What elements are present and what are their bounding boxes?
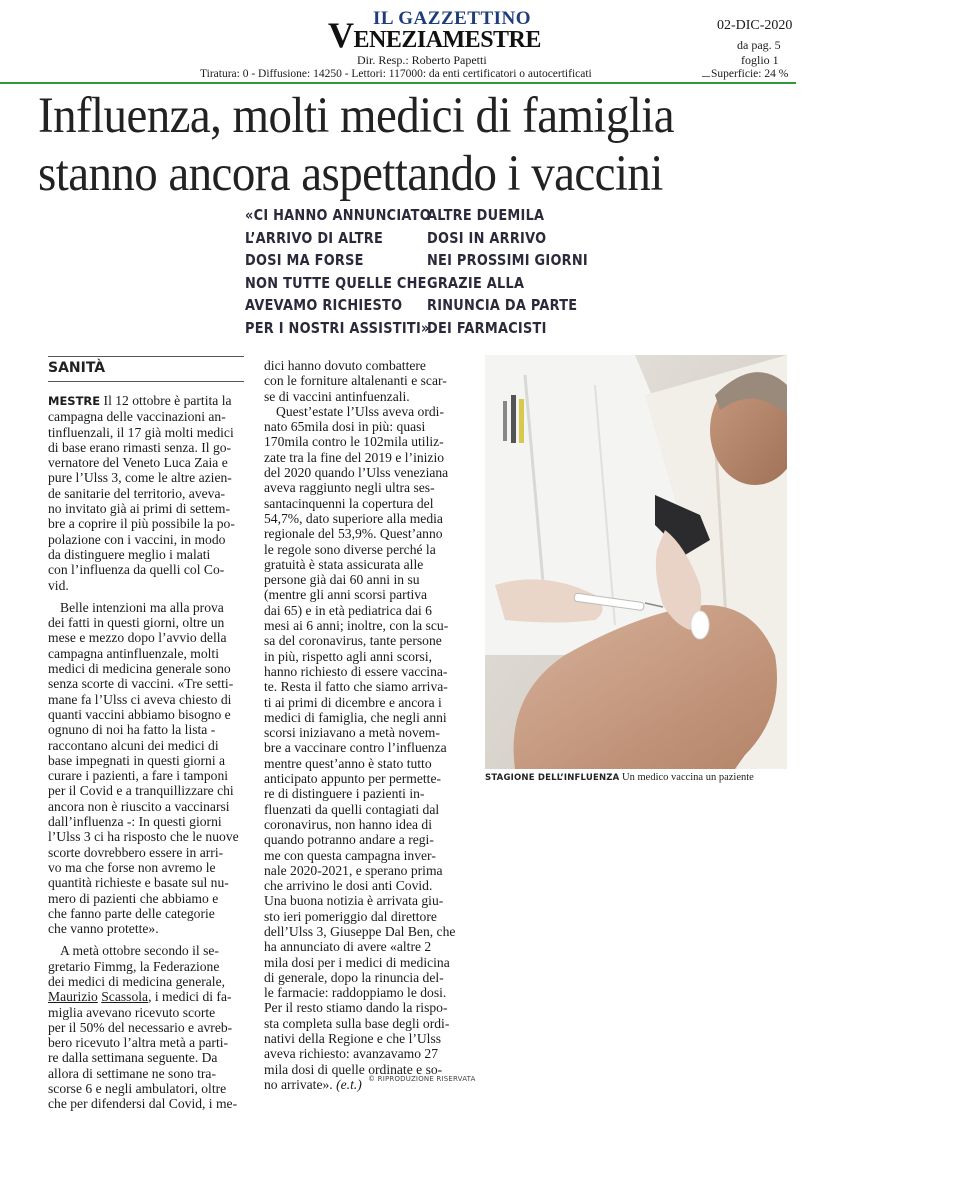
body-line: bre a vaccinare contro l’influenza <box>264 740 447 756</box>
copyright-notice: © RIPRODUZIONE RISERVATA <box>368 1075 476 1083</box>
body-line: con l’influenza da quelli col Co- <box>48 562 225 578</box>
body-line: l’Ulss 3 ci ha risposto che le nuove <box>48 829 239 845</box>
body-line: Belle intenzioni ma alla prova <box>60 599 224 615</box>
body-line: quanti vaccini abbiamo bisogno e <box>48 706 231 722</box>
body-line: in più, rispetto agli anni scorsi, <box>264 648 433 664</box>
body-line: bre a coprire il più possibile la po- <box>48 516 235 532</box>
kicker-line: NEI PROSSIMI GIORNI <box>427 251 588 269</box>
body-line: senza scorte di vaccini. «Tre setti- <box>48 676 234 692</box>
body-line: quantità richieste e basate sul nu- <box>48 875 229 891</box>
body-line: bero ricevuto l’altra metà a parti- <box>48 1035 229 1051</box>
body-line: vid. <box>48 577 69 593</box>
body-line: miglia avevano ricevuto scorte <box>48 1004 216 1020</box>
headline-line-2: stanno ancora aspettando i vaccini <box>38 146 663 202</box>
body-line: campagna delle vaccinazioni an- <box>48 409 226 425</box>
body-line: regionale del 53,9%. Quest’anno <box>264 526 443 542</box>
section-rule-top <box>48 356 244 357</box>
body-line: vo ma che forse non avremo le <box>48 859 216 875</box>
body-line: che fanno parte delle categorie <box>48 905 215 921</box>
body-line: dai 65) e in età pediatrica dai 6 <box>264 602 432 618</box>
body-text: , i medici di fa- <box>148 989 232 1005</box>
body-line: anticipato appunto per permette- <box>264 771 442 787</box>
body-line: pure l’Ulss 3, come le altre azien- <box>48 470 232 486</box>
body-line: ti ai primi di dicembre e ancora i <box>264 694 442 710</box>
body-line: tinfluenzali, il 17 già molti medici <box>48 424 234 440</box>
body-line: di generale, dopo la rinuncia del- <box>264 969 444 985</box>
body-line: Per il resto stiamo dando la rispo- <box>264 1000 448 1016</box>
kicker-left <box>245 204 431 339</box>
body-line: ognuno di noi ha fatto la lista - <box>48 722 216 738</box>
kicker-line: L’ARRIVO DI ALTRE <box>245 228 384 247</box>
body-line: A metà ottobre secondo il se- <box>60 943 219 959</box>
body-line: dei fatti in questi giorni, oltre un <box>48 615 225 631</box>
newspaper-logo <box>328 8 541 55</box>
body-line: dall’influenza -: In questi giorni <box>48 814 222 830</box>
body-line: nativi della Regione e che l’Ulss <box>264 1031 442 1047</box>
person-first-name: Maurizio <box>48 989 98 1005</box>
body-line: gratuità è stata assicurata alle <box>264 556 424 572</box>
body-line: dell’Ulss 3, Giuseppe Dal Ben, che <box>264 923 456 939</box>
body-line: no invitato già ai primi di settem- <box>48 501 230 517</box>
body-line: le farmacie: raddoppiamo le dosi. <box>264 985 447 1001</box>
body-line: se di vaccini antinfuenzali. <box>264 388 410 404</box>
body-line: mesi ai 6 anni; inoltre, con la scu- <box>264 618 449 634</box>
body-line: Quest’estate l’Ulss aveva ordi- <box>276 403 444 419</box>
body-line: de sanitarie del territorio, aveva- <box>48 485 226 501</box>
kicker-line: ALTRE DUEMILA <box>427 206 545 224</box>
body-line: Una buona notizia è arrivata giu- <box>264 893 444 909</box>
body-line: mila dosi di quelle ordinate e so- <box>264 1061 443 1077</box>
paragraph-3-cont <box>48 1005 248 1112</box>
issue-date: 02-DIC-2020 <box>717 18 793 33</box>
director-line: Dir. Resp.: Roberto Papetti <box>357 53 487 67</box>
body-line: dei medici di medicina generale, <box>48 973 226 989</box>
body-line: santacinquenni la copertura del <box>264 495 434 511</box>
body-line: mero di pazienti che abbiamo e <box>48 890 219 906</box>
kicker-line: DOSI IN ARRIVO <box>427 228 547 247</box>
kicker-line: PER I NOSTRI ASSISTITI» <box>245 318 430 337</box>
kicker-line: DOSI MA FORSE <box>245 251 364 269</box>
body-line: aveva richiesto: avanzavamo 27 <box>264 1046 438 1062</box>
header-tick <box>702 76 710 77</box>
body-line: me con questa campagna inver- <box>264 847 436 863</box>
body-line: sa del coronavirus, tante persone <box>264 633 442 649</box>
vaccination-photo-illustration <box>485 355 787 769</box>
body-line: scorte dovrebbero essere in arri- <box>48 844 224 860</box>
body-line: zate tra la fine del 2019 e l’inizio <box>264 449 445 465</box>
body-line: sto ieri pomeriggio dal direttore <box>264 908 437 924</box>
paragraph-4 <box>264 358 472 404</box>
logo-top-text: IL GAZZETTINO <box>373 8 532 29</box>
body-text: no arrivate». <box>264 1076 333 1092</box>
article-photo <box>485 355 787 769</box>
kicker-line: GRAZIE ALLA <box>427 273 525 292</box>
headline-line-1: Influenza, molti medici di famiglia <box>38 88 675 144</box>
section-rule-bottom <box>48 381 244 382</box>
body-line: mese e mezzo dopo l’avvio della <box>48 630 227 646</box>
body-line: raccontano alcuni dei medici di <box>48 737 219 753</box>
body-line: persone già dai 60 anni in su <box>264 572 420 588</box>
circulation-line: Tiratura: 0 - Diffusione: 14250 - Lettori: 117000: da enti certificatori o autocertificati <box>200 68 592 80</box>
kicker-right <box>427 204 588 339</box>
body-line: te. Resta il fatto che siamo arriva- <box>264 679 448 695</box>
from-page: da pag. 5 <box>737 38 781 52</box>
body-line: ancora non è riuscito a vaccinarsi <box>48 798 230 814</box>
body-line: sta completa sulla base degli ordi- <box>264 1015 450 1031</box>
body-line: quando potranno andare a regi- <box>264 832 434 848</box>
body-line: base impegnati in questi giorni a <box>48 752 226 768</box>
body-line: medici di medicina generale sono <box>48 661 231 677</box>
photo-caption <box>485 772 754 783</box>
logo-bottom-text: VENEZIAMESTRE <box>328 15 541 55</box>
body-line <box>48 989 248 1004</box>
article-column-1 <box>48 393 248 1112</box>
body-line: ha annunciato di avere «altre 2 <box>264 939 432 955</box>
body-line: del 2020 quando l’Ulss veneziana <box>264 465 449 481</box>
body-line: hanno richiesto di essere vaccina- <box>264 663 448 679</box>
section-label: SANITÀ <box>48 360 106 376</box>
sheet-number: foglio 1 <box>741 53 779 67</box>
kicker-line: NON TUTTE QUELLE CHE <box>245 273 427 292</box>
body-line: allora di settimane ne sono tra- <box>48 1065 216 1081</box>
body-line: campagna antinfluenzale, molti <box>48 645 219 661</box>
body-line: 170mila contro le 102mila utiliz- <box>264 434 444 450</box>
body-line: scorse 6 e negli ambulatori, oltre <box>48 1081 227 1097</box>
dateline: MESTRE <box>48 394 101 408</box>
body-line: fluenzati da quelli contagiati dal <box>264 801 440 817</box>
body-line: dici hanno dovuto combattere <box>264 358 426 373</box>
body-line: nato 65mila dosi in più: quasi <box>264 419 426 435</box>
body-line: re dalla settimana seguente. Da <box>48 1050 218 1066</box>
paragraph-5 <box>264 404 472 1092</box>
kicker-line: «CI HANNO ANNUNCIATO <box>245 206 431 224</box>
body-line: 54,7%, dato superiore alla media <box>264 510 443 526</box>
body-line: mane fa l’Ulss ci aveva chiesto di <box>48 691 232 707</box>
body-line: le regole sono diverse perché la <box>264 541 436 557</box>
body-line: per il 50% del necessario e avreb- <box>48 1019 233 1035</box>
body-line: medici di famiglia, che negli anni <box>264 709 447 725</box>
body-line: con le forniture altalenanti e scar- <box>264 373 447 389</box>
surface-percent: Superficie: 24 % <box>711 68 789 80</box>
paragraph-2 <box>48 600 248 937</box>
body-line: curare i pazienti, a fare i tamponi <box>48 768 229 784</box>
body-line: per il Covid e a tranquillizzare chi <box>48 783 234 799</box>
paragraph-3 <box>48 943 248 989</box>
body-line: vernatore del Veneto Luca Zaia e <box>48 455 228 471</box>
body-line: aveva raggiunto negli ultra ses- <box>264 480 435 496</box>
paragraph-1 <box>48 409 248 593</box>
body-line: polazione con i vaccini, in modo <box>48 531 226 547</box>
author-signature: (e.t.) <box>336 1076 362 1092</box>
body-line: re di distinguere i pazienti in- <box>264 786 425 802</box>
body-line: di base erano rimasti senza. Il go- <box>48 439 232 455</box>
body-line: scorsi iniziavano a metà novem- <box>264 725 440 741</box>
caption-text: Un medico vaccina un paziente <box>619 772 754 783</box>
body-line: nale 2020-2021, e sperano prima <box>264 862 443 878</box>
person-last-name: Scassola <box>101 989 149 1005</box>
body-line: che vanno protette». <box>48 921 159 937</box>
body-line: mila dosi per i medici di medicina <box>264 954 450 970</box>
body-line: che arrivino le dosi anti Covid. <box>264 878 433 894</box>
body-text: Il 12 ottobre è partita la <box>100 393 232 408</box>
body-line: mentre quest’anno è stato tutto <box>264 755 432 771</box>
body-line: da distinguere meglio i malati <box>48 546 211 562</box>
body-line: che per difendersi dal Covid, i me- <box>48 1096 238 1112</box>
kicker-line: RINUNCIA DA PARTE <box>427 296 578 314</box>
body-line: gretario Fimmg, la Federazione <box>48 958 220 974</box>
header-rule <box>0 82 796 84</box>
body-line: coronavirus, non hanno idea di <box>264 816 432 832</box>
body-line: (mentre gli anni scorsi partiva <box>264 587 428 603</box>
kicker-line: DEI FARMACISTI <box>427 318 547 337</box>
body-line <box>48 393 248 409</box>
kicker-line: AVEVAMO RICHIESTO <box>245 296 403 314</box>
caption-label: STAGIONE DELL’INFLUENZA <box>485 773 620 783</box>
